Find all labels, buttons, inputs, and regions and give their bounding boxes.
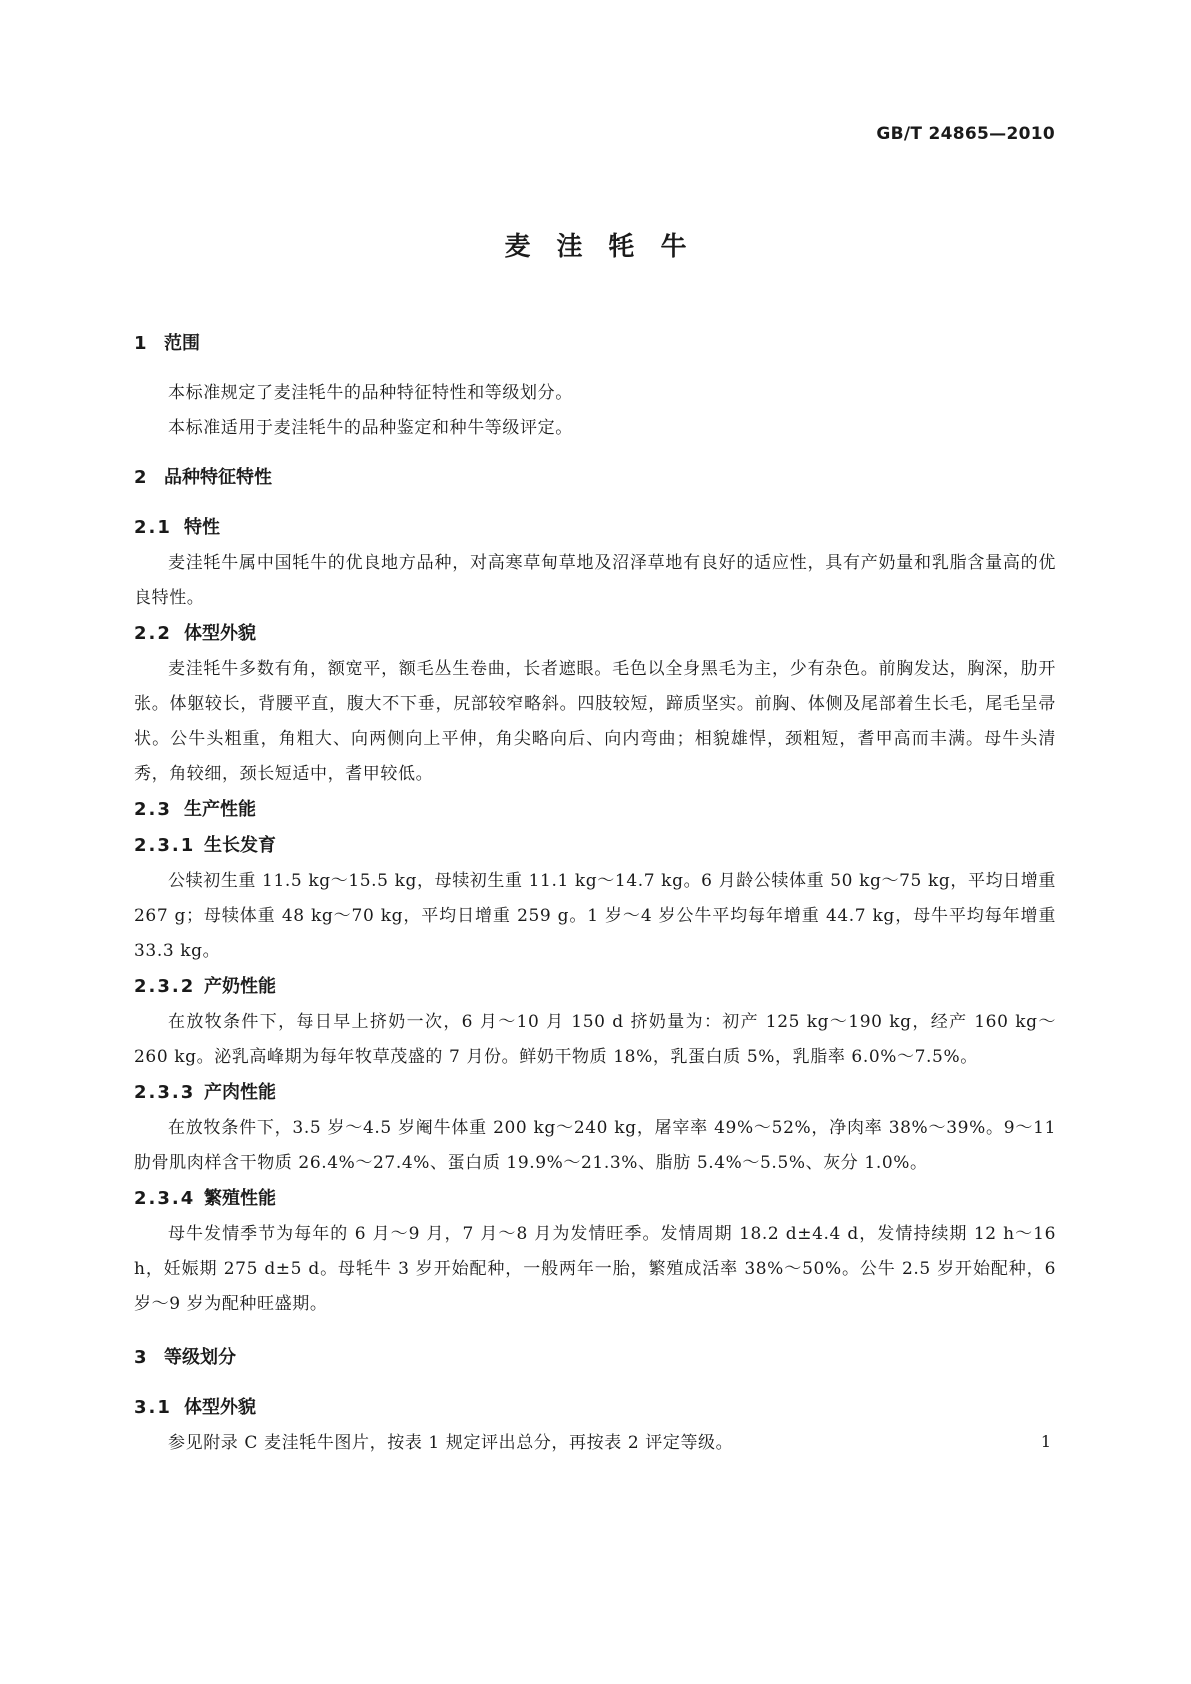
subsection-number: 2.3.1 bbox=[134, 835, 196, 856]
subsection-title: 体型外貌 bbox=[184, 1397, 256, 1418]
subsection-heading bbox=[134, 969, 1056, 1005]
subsection-number: 2.3 bbox=[134, 799, 172, 820]
subsection-title: 繁殖性能 bbox=[204, 1188, 276, 1209]
subsection-title: 体型外貌 bbox=[184, 623, 256, 644]
subsection-title: 产奶性能 bbox=[204, 976, 276, 997]
paragraph: 麦洼牦牛属中国牦牛的优良地方品种，对高寒草甸草地及沼泽草地有良好的适应性，具有产奶量和乳脂含量高的优良特性。 bbox=[134, 553, 1056, 608]
subsection-number: 2.1 bbox=[134, 517, 172, 538]
paragraph: 麦洼牦牛多数有角，额宽平，额毛丛生卷曲，长者遮眼。毛色以全身黑毛为主，少有杂色。前胸发达，胸深，肋开张。体躯较长，背腰平直，腹大不下垂，尻部较窄略斜。四肢较短，蹄质坚实。前胸、体侧及尾部着生长毛，尾毛呈帚状。公牛头粗重，角粗大、向两侧向上平伸，角尖略向后、向内弯曲；相貌雄悍，颈粗短，耆甲高而丰满。母牛头清秀，角较细，颈长短适中，耆甲较低。 bbox=[134, 659, 1056, 784]
section-heading bbox=[134, 326, 1056, 362]
page-number: 1 bbox=[1040, 1432, 1051, 1451]
subsection-heading bbox=[134, 1181, 1056, 1217]
document-title: 麦洼牦牛 bbox=[504, 232, 713, 262]
section-number: 1 bbox=[134, 333, 149, 354]
section-heading bbox=[134, 460, 1056, 496]
subsection-heading bbox=[134, 616, 1056, 652]
document-body bbox=[134, 326, 1056, 1461]
paragraph: 参见附录 C 麦洼牦牛图片，按表 1 规定评出总分，再按表 2 评定等级。 bbox=[168, 1433, 734, 1453]
standard-code: GB/T 24865—2010 bbox=[876, 124, 1055, 144]
section-title: 等级划分 bbox=[164, 1347, 236, 1368]
section-number: 3 bbox=[134, 1347, 149, 1368]
subsection-title: 产肉性能 bbox=[204, 1082, 276, 1103]
section-heading bbox=[134, 1340, 1056, 1376]
subsection-number: 2.3.4 bbox=[134, 1188, 196, 1209]
subsection-number: 3.1 bbox=[134, 1397, 172, 1418]
subsection-heading bbox=[134, 1075, 1056, 1111]
section-title: 品种特征特性 bbox=[164, 467, 272, 488]
subsection-heading bbox=[134, 510, 1056, 546]
paragraph: 本标准规定了麦洼牦牛的品种特征特性和等级划分。 bbox=[168, 383, 573, 403]
subsection-heading bbox=[134, 828, 1056, 864]
paragraph: 母牛发情季节为每年的 6 月～9 月，7 月～8 月为发情旺季。发情周期 18.2 d±4.4 d，发情持续期 12 h～16 h，妊娠期 275 d±5 d。母牦牛 3 岁开始配种，一般两年一胎，繁殖成活率 38%～50%。公牛 2.5 岁开始配种，6 岁～9 岁为配种旺盛期。 bbox=[134, 1224, 1056, 1314]
paragraph: 本标准适用于麦洼牦牛的品种鉴定和种牛等级评定。 bbox=[168, 418, 573, 438]
subsection-number: 2.3.2 bbox=[134, 976, 196, 997]
paragraph: 在放牧条件下，3.5 岁～4.5 岁阉牛体重 200 kg～240 kg，屠宰率 49%～52%，净肉率 38%～39%。9～11 肋骨肌肉样含干物质 26.4%～27.4%、蛋白质 19.9%～21.3%、脂肪 5.4%～5.5%、灰分 1.0%。 bbox=[134, 1118, 1056, 1173]
paragraph: 在放牧条件下，每日早上挤奶一次，6 月～10 月 150 d 挤奶量为：初产 125 kg～190 kg，经产 160 kg～260 kg。泌乳高峰期为每年牧草茂盛的 7 月份。鲜奶干物质 18%，乳蛋白质 5%，乳脂率 6.0%～7.5%。 bbox=[134, 1012, 1056, 1067]
section-title: 范围 bbox=[164, 333, 200, 354]
subsection-number: 2.3.3 bbox=[134, 1082, 196, 1103]
subsection-heading bbox=[134, 1390, 1056, 1426]
section-number: 2 bbox=[134, 467, 149, 488]
subsection-title: 生产性能 bbox=[184, 799, 256, 820]
subsection-number: 2.2 bbox=[134, 623, 172, 644]
subsection-title: 生长发育 bbox=[204, 835, 276, 856]
paragraph: 公犊初生重 11.5 kg～15.5 kg，母犊初生重 11.1 kg～14.7 kg。6 月龄公犊体重 50 kg～75 kg，平均日增重 267 g；母犊体重 48 kg～70 kg，平均日增重 259 g。1 岁～4 岁公牛平均每年增重 44.7 kg，母牛平均每年增重 33.3 kg。 bbox=[134, 871, 1056, 961]
subsection-title: 特性 bbox=[184, 517, 220, 538]
subsection-heading bbox=[134, 792, 1056, 828]
